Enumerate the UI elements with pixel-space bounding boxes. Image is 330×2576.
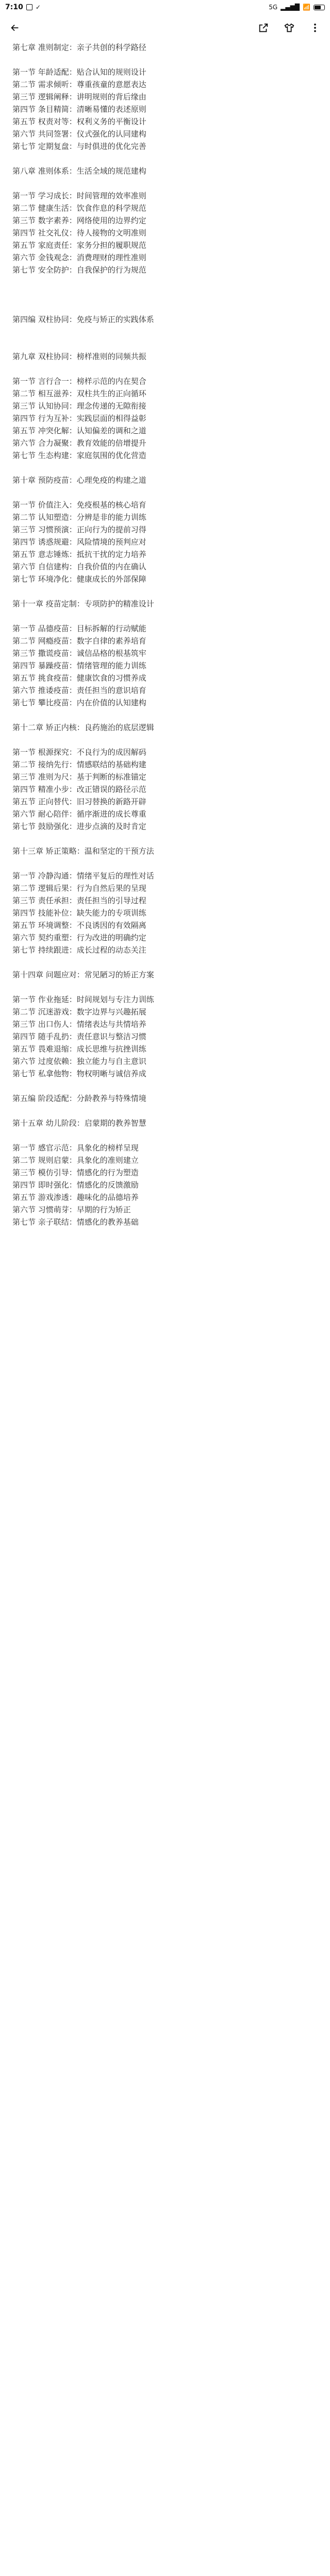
blank-line — [12, 363, 318, 375]
content-line: 第六节 过度依赖：独立能力与自主意识 — [12, 1057, 146, 1066]
content-line: 第九章 双柱协同：榜样准则的同频共振 — [12, 352, 146, 361]
blank-line — [12, 1129, 318, 1142]
blank-line — [12, 981, 318, 993]
nav-actions — [255, 19, 324, 37]
content-line: 第二节 健康生活：饮食作息的科学规范 — [12, 204, 146, 213]
content-line: 第七节 亲子联结：情感化的教养基础 — [12, 1217, 139, 1227]
blank-line — [12, 276, 318, 289]
content-line: 第七节 定期复盘：与时俱进的优化完善 — [12, 142, 146, 151]
content-line: 第十章 预防疫苗：心理免疫的构建之道 — [12, 476, 146, 485]
blank-line — [12, 486, 318, 499]
content-line: 第七节 鼓励强化：进步点滴的及时肯定 — [12, 822, 146, 831]
content-line: 第三节 认知协同：理念传递的无隙衔接 — [12, 401, 146, 411]
content-line: 第一节 年龄适配：贴合认知的规则设计 — [12, 67, 146, 77]
content-line: 第一节 冷静沟通：情绪平复后的理性对话 — [12, 871, 154, 880]
notification-icon — [26, 4, 32, 10]
content-line: 第三节 出口伤人：情绪表达与共情培养 — [12, 1020, 146, 1029]
share-icon[interactable] — [255, 19, 272, 37]
status-right — [269, 4, 325, 11]
content-line: 第十二章 矫正内核：良药施治的底层逻辑 — [12, 723, 154, 732]
content-line: 第三节 习惯预演：正向行为的提前习得 — [12, 525, 146, 534]
content-line: 第四节 暴躁疫苗：情绪管理的能力训练 — [12, 661, 146, 670]
content-line: 第七节 攀比疫苗：内在价值的认知建构 — [12, 698, 146, 707]
content-line: 第七节 私拿他物：物权明晰与诚信养成 — [12, 1069, 146, 1078]
content-line: 第一节 作业拖延：时间规划与专注力训练 — [12, 995, 154, 1004]
content-line: 第四节 社交礼仪：待人接物的文明准则 — [12, 228, 146, 238]
content-line: 第四节 诱惑规避：风险情境的预判应对 — [12, 537, 146, 547]
content-line: 第二节 相互滋养：双柱共生的正向循环 — [12, 389, 146, 398]
content-line: 第五节 正向替代：旧习替换的新路开辟 — [12, 797, 146, 806]
content-line: 第五节 游戏渗透：趣味化的品德培养 — [12, 1193, 139, 1202]
content-line: 第三节 数字素养：网络使用的边界约定 — [12, 216, 146, 225]
content-line: 第五节 畏难退缩：成长思维与抗挫训练 — [12, 1044, 146, 1054]
blank-line — [12, 301, 318, 313]
blank-line — [12, 177, 318, 190]
blank-line — [12, 734, 318, 746]
content-line: 第二节 接纳先行：情感联结的基础构建 — [12, 760, 146, 769]
content-line: 第七节 生态构建：家庭氛围的优化营造 — [12, 451, 146, 460]
content-line: 第一节 学习成长：时间管理的效率准则 — [12, 191, 146, 200]
status-bar — [0, 0, 330, 14]
content-line: 第六节 耐心陪伴：循序渐进的成长尊重 — [12, 809, 146, 819]
content-line: 第二节 网瘾疫苗：数字自律的素养培育 — [12, 636, 146, 646]
content-line: 第一节 感官示范：具象化的榜样呈现 — [12, 1143, 139, 1153]
content-line: 第四节 技能补位：缺失能力的专项训练 — [12, 908, 146, 918]
content-line: 第六节 推诿疫苗：责任担当的意识培育 — [12, 686, 146, 695]
document-content — [0, 41, 330, 1228]
content-line: 第四节 行为互补：实践层面的相得益彰 — [12, 414, 146, 423]
signal-icon: ▂▄▆█ — [280, 4, 300, 11]
blank-line — [12, 152, 318, 165]
blank-line — [12, 833, 318, 845]
blank-line — [12, 462, 318, 474]
content-line: 第六节 自信建构：自我价值的内在确认 — [12, 562, 146, 571]
content-line: 第七节 安全防护：自我保护的行为规范 — [12, 265, 146, 275]
content-line: 第三节 准则为尺：基于判断的标准锚定 — [12, 772, 146, 782]
content-line: 第二节 沉迷游戏：数字边界与兴趣拓展 — [12, 1007, 146, 1016]
content-line: 第三节 撒谎疫苗：诚信品格的根基筑牢 — [12, 649, 146, 658]
more-icon[interactable] — [306, 19, 324, 37]
shirt-icon[interactable] — [280, 19, 298, 37]
content-line: 第五节 环境调整：不良诱因的有效隔离 — [12, 921, 146, 930]
content-line: 第二节 需求倾听：尊重孩童的意愿表达 — [12, 80, 146, 89]
blank-line — [12, 610, 318, 622]
content-line: 第六节 共同签署：仪式强化的认同建构 — [12, 129, 146, 139]
content-line: 第一节 言行合一：榜样示范的内在契合 — [12, 377, 146, 386]
content-line: 第十一章 疫苗定制：专项防护的精准设计 — [12, 599, 154, 608]
content-line: 第八章 准则体系：生活全域的规范建构 — [12, 166, 146, 176]
content-line: 第三节 模仿引导：情感化的行为塑造 — [12, 1168, 139, 1177]
top-nav — [0, 14, 330, 41]
content-line: 第五节 意志锤炼：抵抗干扰的定力培养 — [12, 550, 146, 559]
status-time: 7:10 — [5, 3, 23, 11]
content-line: 第四节 条目精简：清晰易懂的表述原则 — [12, 105, 146, 114]
blank-line — [12, 1105, 318, 1117]
content-line: 第四节 即时强化：情感化的反馈激励 — [12, 1180, 139, 1190]
blank-line — [12, 1080, 318, 1092]
back-arrow-icon[interactable] — [6, 19, 24, 37]
signal-text: 5G — [269, 4, 278, 11]
content-line: 第二节 规则启蒙：具象化的准则建立 — [12, 1156, 139, 1165]
content-line: 第三节 逻辑阐释：讲明规则的背后缘由 — [12, 92, 146, 101]
content-line: 第七章 准则制定：亲子共创的科学路径 — [12, 43, 146, 52]
content-line: 第六节 习惯萌芽：早期的行为矫正 — [12, 1205, 131, 1214]
content-line: 第四节 随手乱扔：责任意识与整洁习惯 — [12, 1032, 146, 1041]
content-line: 第六节 合力凝聚：教育效能的倍增提升 — [12, 438, 146, 448]
content-line: 第二节 逻辑后果：行为自然后果的呈现 — [12, 884, 146, 893]
content-line: 第七节 持续跟进：成长过程的动态关注 — [12, 945, 146, 955]
blank-line — [12, 326, 318, 338]
blank-line — [12, 857, 318, 870]
content-line: 第一节 品德疫苗：目标拆解的行动赋能 — [12, 624, 146, 633]
check-icon: ✓ — [35, 4, 41, 11]
blank-line — [12, 709, 318, 721]
content-line: 第一节 根源探究：不良行为的成因解码 — [12, 748, 146, 757]
content-line: 第四编 双柱协同：免疫与矫正的实践体系 — [12, 315, 154, 324]
content-line: 第七节 环境净化：健康成长的外部保障 — [12, 574, 146, 584]
content-line: 第一节 价值注入：免疫根基的核心培育 — [12, 500, 146, 510]
content-line: 第十三章 矫正策略：温和坚定的干预方法 — [12, 846, 154, 856]
battery-icon — [314, 5, 325, 10]
blank-line — [12, 956, 318, 969]
content-line: 第五节 冲突化解：认知偏差的调和之道 — [12, 426, 146, 435]
content-line: 第五节 家庭责任：家务分担的履职规范 — [12, 241, 146, 250]
content-line: 第二节 认知塑造：分辨是非的能力训练 — [12, 513, 146, 522]
content-line: 第十五章 幼儿阶段：启蒙期的教养智慧 — [12, 1118, 146, 1128]
content-line: 第四节 精准小步：改正错误的路径示范 — [12, 785, 146, 794]
content-line: 第五节 权责对等：权利义务的平衡设计 — [12, 117, 146, 126]
content-line: 第六节 金钱观念：消费理财的理性准则 — [12, 253, 146, 262]
blank-line — [12, 338, 318, 350]
content-line: 第三节 责任承担：责任担当的引导过程 — [12, 896, 146, 905]
content-line: 第六节 契约重塑：行为改进的明确约定 — [12, 933, 146, 942]
blank-line — [12, 289, 318, 301]
blank-line — [12, 54, 318, 66]
status-left — [5, 3, 41, 11]
content-line: 第十四章 问题应对：常见陋习的矫正方案 — [12, 970, 154, 979]
wifi-icon: 📶 — [303, 4, 310, 11]
content-line: 第五节 挑食疫苗：健康饮食的习惯养成 — [12, 673, 146, 683]
blank-line — [12, 585, 318, 598]
content-line: 第五编 阶段适配：分龄教养与特殊情境 — [12, 1094, 146, 1103]
